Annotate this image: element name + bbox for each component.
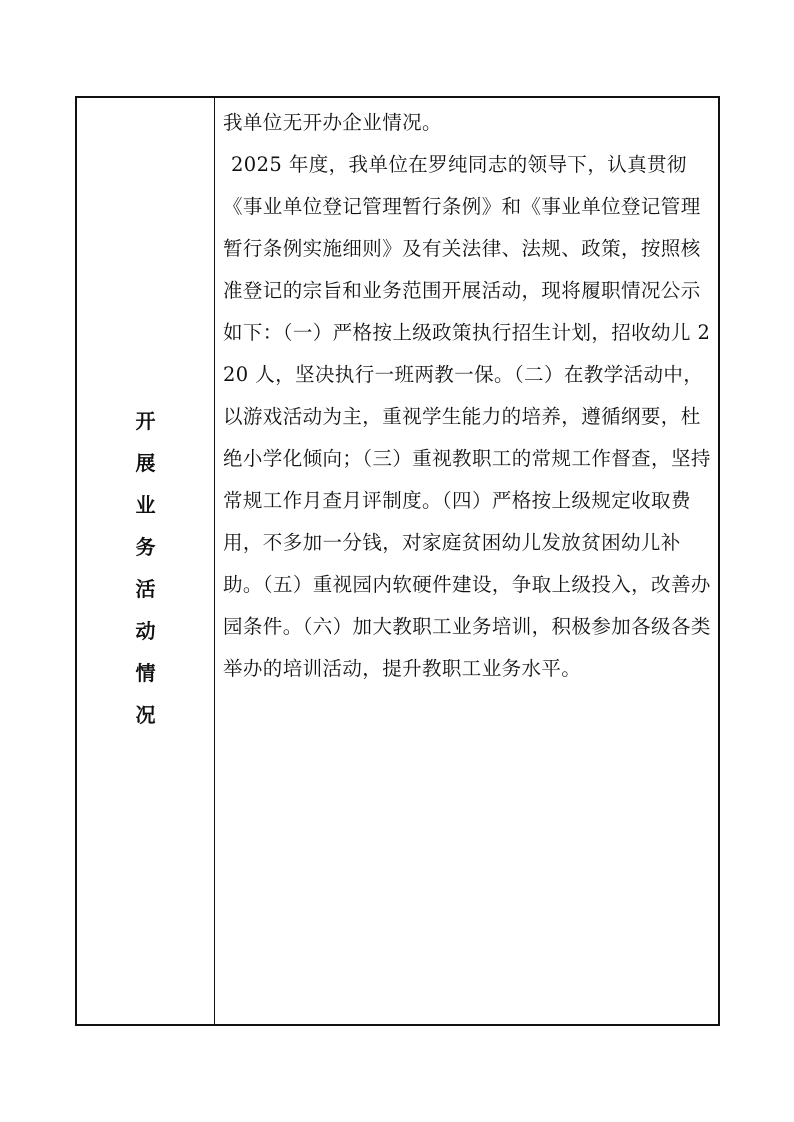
row-label xyxy=(77,400,214,736)
row-label-char: 业 xyxy=(135,493,156,517)
report-table xyxy=(75,96,720,1026)
row-label-char: 务 xyxy=(135,535,156,559)
no-enterprise-statement: 我单位无开办企业情况。 xyxy=(223,111,442,134)
row-label-cell xyxy=(77,98,215,1024)
row-label-char: 情 xyxy=(135,661,156,685)
row-label-char: 开 xyxy=(135,409,156,433)
content-cell xyxy=(215,98,718,1024)
row-label-char: 动 xyxy=(135,619,156,643)
row-label-char: 活 xyxy=(135,577,156,601)
row-label-char: 况 xyxy=(135,703,156,727)
row-label-char: 展 xyxy=(135,451,156,475)
annual-activity-report: 2025 年度，我单位在罗纯同志的领导下，认真贯彻《事业单位登记管理暂行条例》和《事业单位登记管理暂行条例实施细则》及有关法律、法规、政策，按照核准登记的宗旨和业务范围开展活动，现将履职情况公示如下：（一）严格按上级政策执行招生计划，招收幼儿 220 人，坚决执行一班两教一保。（二）在教学活动中，以游戏活动为主，重视学生能力的培养，遵循纲要，杜绝小学化倾向；（三）重视教职工的常规工作督查，坚持常规工作月查月评制度。（四）严格按上级规定收取费用，不多加一分钱，对家庭贫困幼儿发放贫困幼儿补助。（五）重视园内软硬件建设，争取上级投入，改善办园条件。（六）加大教职工业务培训，积极参加各级各类举办的培训活动，提升教职工业务水平。 xyxy=(223,153,711,680)
